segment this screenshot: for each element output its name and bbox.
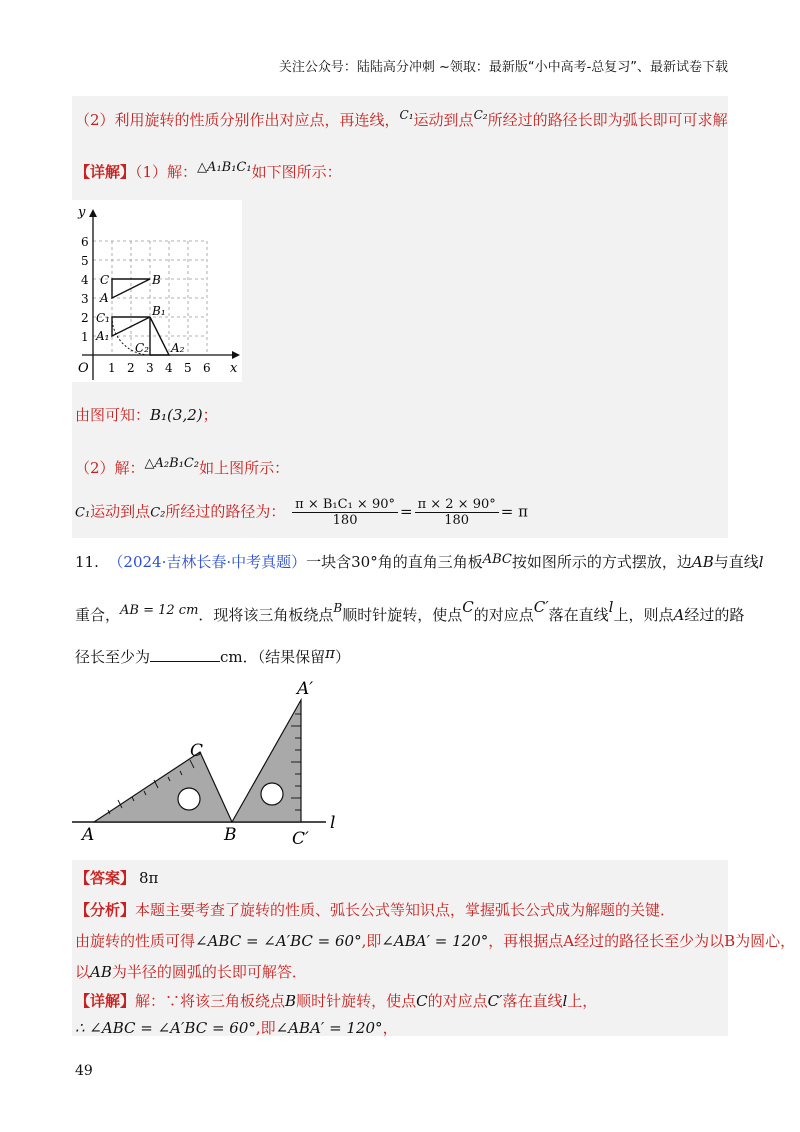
page-number: 49: [75, 1063, 93, 1079]
answer-blank[interactable]: [150, 647, 220, 662]
analysis-line-3: 以AB为半径的圆弧的长即可解答．: [75, 963, 307, 981]
step2-hint: （2）利用旋转的性质分别作出对应点，再连线，$^{C_1}$运动到点$^{C_2}$所经过的路径长即为弧长即可可求解: [75, 108, 728, 129]
x-tick: 6: [203, 361, 211, 375]
step2-answer-line: （2）解：△A₂B₁C₂如上图所示：: [75, 456, 290, 477]
path-length-line: C₁运动到点C₂所经过的路径为： $\frac{\text{π × B₁C₁ × 90°}}{180}$ = $\frac{\pi \times 2 \times 90^\circ}{180}$ = π: [75, 497, 528, 528]
fig-label-b: B: [224, 825, 237, 845]
label-c: C: [100, 273, 110, 287]
x-tick: 3: [146, 361, 154, 375]
origin-label: O: [78, 361, 89, 376]
x-tick: 4: [165, 361, 173, 375]
detail2-line-2: ∴ ∠ABC = ∠A′BC = 60°,即∠ABA′ = 120°，: [75, 1019, 398, 1037]
fig-label-cprime: C′: [292, 829, 309, 849]
x-axis-label: x: [230, 361, 238, 376]
y-axis-label: y: [78, 205, 86, 220]
label-a1: A₁: [96, 329, 110, 343]
y-tick: 5: [81, 254, 89, 268]
label-c2: C₂: [135, 341, 149, 355]
label-a2: A₂: [171, 341, 185, 355]
fig-label-c: C: [190, 741, 204, 761]
triangle-abc-figure: [94, 752, 232, 822]
from-graph-line: 由图可知：B₁(3,2)；: [75, 406, 218, 424]
y-tick: 3: [81, 292, 89, 306]
page-header: 关注公众号：陆陆高分冲刺 ~领取：最新版“小中高考-总复习”、最新试卷下载: [278, 60, 728, 75]
hole-circle-1: [178, 788, 200, 810]
detail2-line-1: 【详解】解：∵将该三角板绕点B顺时针旋转，使点C的对应点C′落在直线l上，: [75, 992, 598, 1010]
detail-line-1: 【详解】（1）解：△A₁B₁C₁如下图所示：: [75, 160, 342, 181]
fig-label-l: l: [330, 813, 336, 833]
hole-circle-2: [261, 783, 283, 805]
question-11-line-1: 11. （2024·吉林长春·中考真题）一块含30°角的直角三角板ABC按如图所示的方式摆放，边AB与直线l: [75, 552, 764, 571]
fig-label-a: A: [82, 825, 95, 845]
question-11-line-3: 径长至少为 cm．（结果保留π）: [75, 644, 351, 666]
x-tick: 1: [108, 361, 116, 375]
set-square-figure: [72, 676, 372, 856]
label-b: B: [152, 273, 161, 287]
label-c1: C₁: [96, 311, 110, 325]
fraction-1: $\frac{\text{π × B₁C₁ × 90°}}{180}$: [292, 497, 398, 528]
label-b1: B₁: [152, 304, 166, 318]
y-tick: 4: [81, 273, 89, 287]
x-tick: 2: [127, 361, 135, 375]
label-a: A: [100, 291, 109, 305]
analysis-line-1: 【分析】本题主要考查了旋转的性质、弧长公式等知识点，掌握弧长公式成为解题的关键．: [75, 901, 676, 919]
y-tick: 2: [81, 311, 89, 325]
y-tick: 6: [81, 235, 89, 249]
analysis-line-2: 由旋转的性质可得∠ABC = ∠A′BC = 60°,即∠ABA′ = 120°，再根据点A经过的路径长至少为以B为圆心，: [75, 932, 796, 950]
question-11-line-2: 重合，AB = 12 cm．现将该三角板绕点$^B$顺时针旋转，使点C的对应点C′落在直线l上，则点A经过的路: [75, 598, 745, 624]
coordinate-grid-figure: [72, 200, 242, 382]
answer-line: 【答案】 8π: [75, 869, 159, 887]
x-tick: 5: [184, 361, 192, 375]
fig-label-aprime: A′: [297, 679, 314, 699]
y-tick: 1: [81, 330, 89, 344]
fraction-2: $\frac{\pi \times 2 \times 90^\circ}{180}$: [415, 497, 499, 528]
